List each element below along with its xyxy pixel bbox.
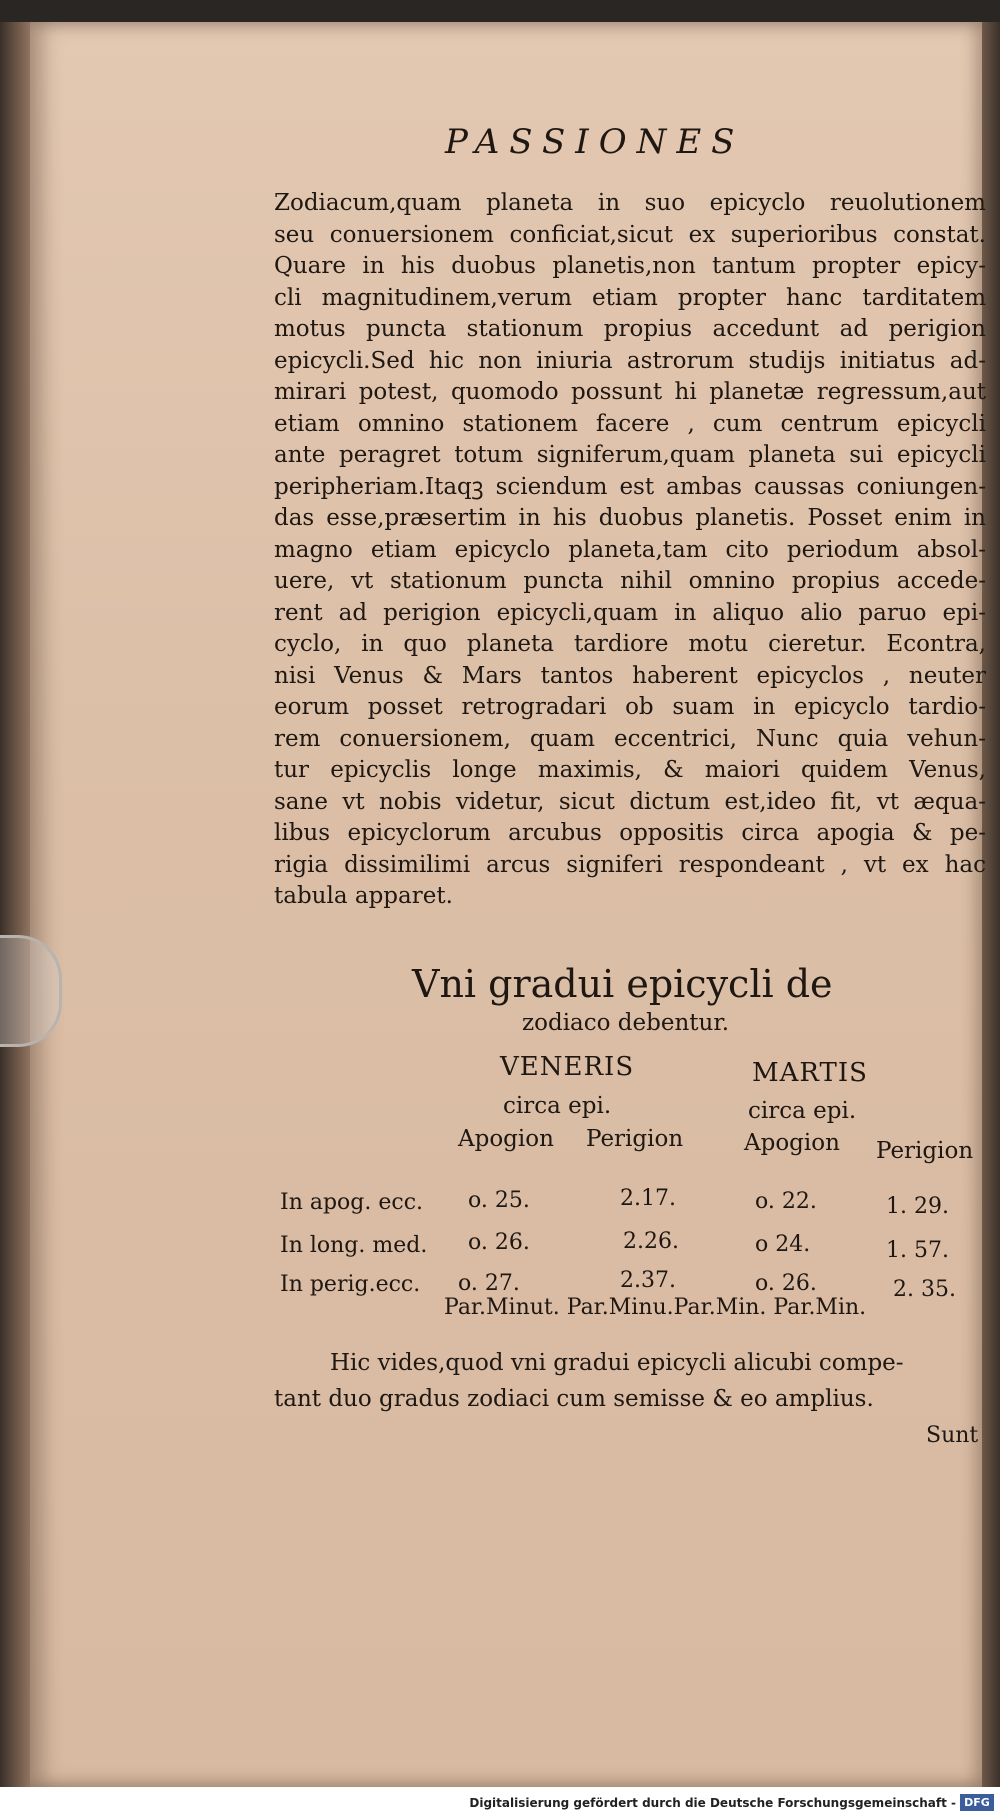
body-line: Zodiacum,quam planeta in suo epicyclo reuolutionem [274,190,986,216]
body-line: epicycli.Sed hic non iniuria astrorum studijs initiatus ad- [274,347,986,374]
table-row-label: In apog. ecc. [280,1190,424,1215]
table-cell: 2. 35. [893,1277,956,1302]
col-header: Perigion [586,1126,684,1152]
body-line: libus epicyclorum arcubus oppositis circa apogia & pe- [274,820,986,846]
table-row-label: In perig.ecc. [280,1272,421,1297]
mars-heading: MARTIS [752,1058,868,1088]
body-line: etiam omnino stationem facere , cum centrum epicycli [274,410,986,437]
body-line: rent ad perigion epicycli,quam in aliquo alio paruo epi- [274,599,986,626]
table-subtitle: zodiaco debentur. [522,1010,730,1036]
body-line: rigia dissimilimi arcus signiferi respondeant , vt ex hac [274,851,986,878]
col-header: Apogion [744,1130,840,1156]
body-line: tur epicyclis longe maximis, & maiori quidem Venus, [274,757,986,783]
table-cell: o. 27. [458,1271,520,1296]
body-line: das esse,præsertim in his duobus planetis. Posset enim in [274,505,986,531]
body-line: seu conuersionem conficiat,sicut ex superioribus constat. [274,221,986,248]
body-line: ante peragret totum signiferum,quam planeta sui epicycli [274,442,986,468]
table-units-row: Par.Minut. Par.Minu.Par.Min. Par.Min. [444,1295,867,1320]
table-cell: o. 22. [755,1189,817,1214]
body-line: motus puncta stationum propius accedunt ad perigion [274,316,986,342]
table-cell: 2.37. [620,1268,676,1293]
mars-circa: circa epi. [748,1098,857,1124]
table-cell: o. 26. [755,1271,817,1296]
book-binding [0,22,30,1787]
top-strip [0,0,1000,22]
body-text [274,188,986,913]
body-line: magno etiam epicyclo planeta,tam cito periodum absol- [274,536,986,563]
body-line: cyclo, in quo planeta tardiore motu cieretur. Econtra, [274,631,986,657]
table-cell: 1. 57. [886,1238,949,1263]
table-cell: o. 26. [468,1230,530,1255]
table-row-label: In long. med. [280,1233,428,1258]
body-line: eorum posset retrogradari ob suam in epicyclo tardio- [274,694,986,720]
table-cell: 2.17. [620,1186,676,1211]
body-line: peripheriam.Itaqꝫ sciendum est ambas caussas coniungen- [274,473,986,500]
body-line: rem conuersionem, quam eccentrici, Nunc quia vehun- [274,725,986,752]
body-line: uere, vt stationum puncta nihil omnino propius accede- [274,568,986,594]
table-cell: o. 25. [468,1188,530,1213]
venus-heading: VENERIS [500,1052,635,1082]
col-header: Apogion [458,1126,554,1152]
table-cell: o 24. [755,1232,811,1257]
closing-line: Hic vides,quod vni gradui epicycli alicubi compe- [330,1350,904,1376]
body-line: nisi Venus & Mars tantos haberent epicyclos , neuter [274,662,986,689]
body-line: cli magnitudinem,verum etiam propter hanc tarditatem [274,284,986,311]
body-line: mirari potest, quomodo possunt hi planetæ regressum,aut [274,379,986,405]
body-line: tabula apparet. [274,883,453,909]
venus-circa: circa epi. [503,1093,612,1119]
col-header: Perigion [876,1138,974,1164]
body-line: sane vt nobis videtur, sicut dictum est,ideo fit, vt æqua- [274,788,986,815]
table-cell: 2.26. [623,1229,679,1254]
catchword: Sunt [926,1423,979,1448]
body-line: Quare in his duobus planetis,non tantum propter epicy- [274,253,986,279]
table-title: Vni gradui epicycli de [412,962,833,1006]
closing-line: tant duo gradus zodiaci cum semisse & eo amplius. [274,1386,874,1412]
dfg-logo: DFG [960,1794,994,1811]
footer-credit: Digitalisierung gefördert durch die Deutsche Forschungsgemeinschaft - [469,1796,956,1810]
running-head: PASSIONES [445,122,745,162]
table-cell: 1. 29. [886,1194,949,1219]
